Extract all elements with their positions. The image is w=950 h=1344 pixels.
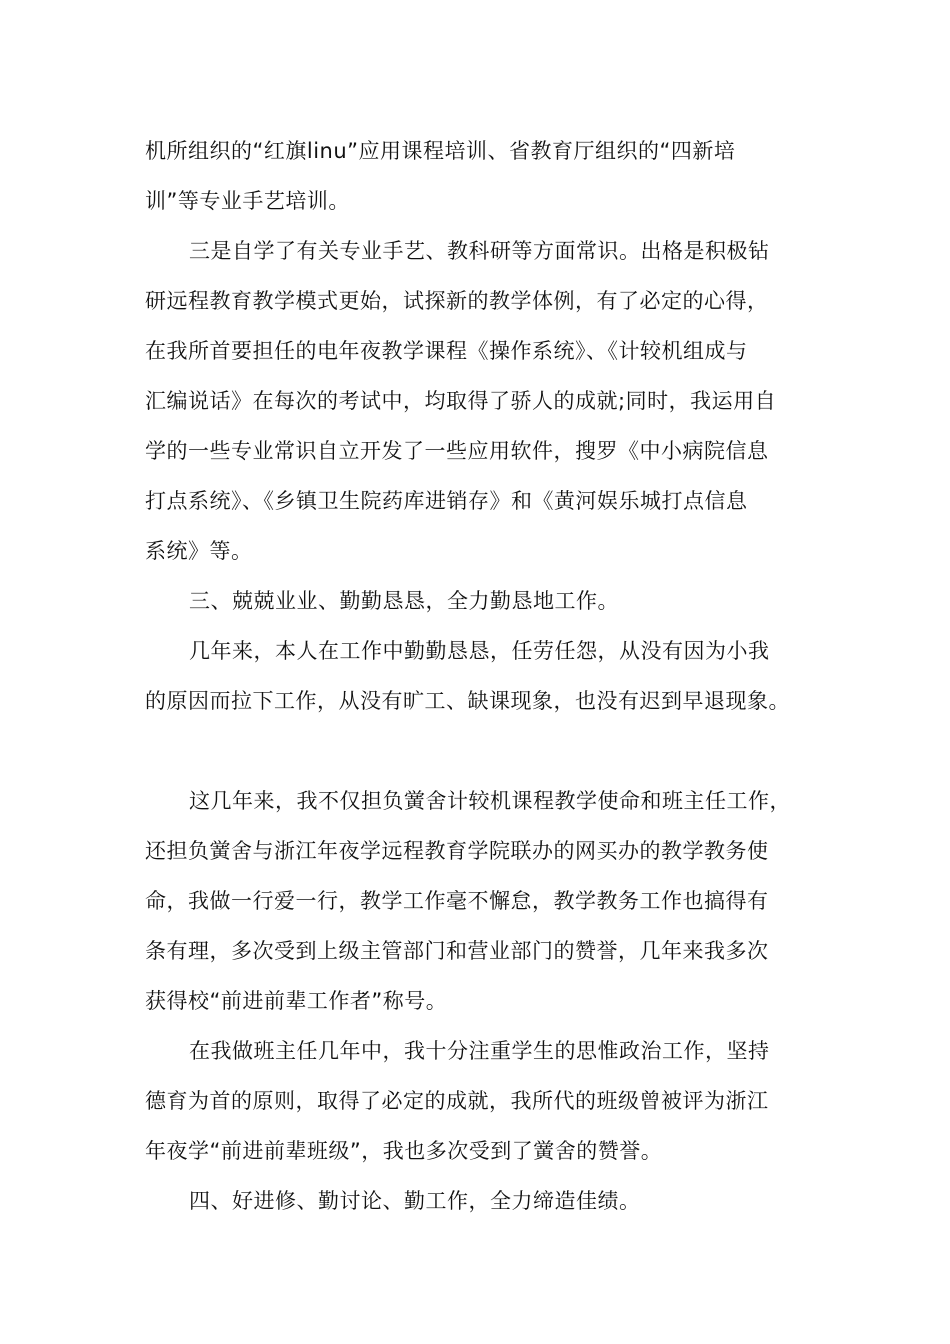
text-line: 汇编说话》在每次的考试中，均取得了骄人的成就;同时，我运用自 bbox=[145, 389, 777, 413]
text-line: 获得校“前进前辈工作者”称号。 bbox=[145, 989, 448, 1013]
text-line: 还担负黉舍与浙江年夜学远程教育学院联办的网买办的教学教务使 bbox=[145, 839, 769, 863]
text-line: 研远程教育教学模式更始，试探新的教学体例，有了必定的心得， bbox=[145, 289, 769, 313]
section-heading-line: 四、好进修、勤讨论、勤工作，全力缔造佳绩。 bbox=[189, 1189, 641, 1213]
text-line: 机所组织的“红旗linu”应用课程培训、省教育厅组织的“四新培 bbox=[145, 139, 736, 163]
section-heading-4 bbox=[145, 1176, 825, 1226]
text-line: 这几年来，我不仅担负黉舍计较机课程教学使命和班主任工作， bbox=[189, 789, 791, 813]
text-line: 在我所首要担任的电年夜教学课程《操作系统》、《计较机组成与 bbox=[145, 339, 748, 363]
text-line: 训”等专业手艺培训。 bbox=[145, 189, 350, 213]
section-heading-line: 三、兢兢业业、勤勤恳恳，全力勤恳地工作。 bbox=[189, 589, 619, 613]
text-line: 命，我做一行爱一行，教学工作毫不懈怠，教学教务工作也搞得有 bbox=[145, 889, 769, 913]
section-heading-3 bbox=[145, 576, 825, 626]
text-line: 条有理，多次受到上级主管部门和营业部门的赞誉，几年来我多次 bbox=[145, 939, 769, 963]
paragraph-6 bbox=[145, 1026, 825, 1176]
document-body bbox=[145, 126, 825, 1226]
text-line: 学的一些专业常识自立开发了一些应用软件，搜罗《中小病院信息 bbox=[145, 439, 769, 463]
text-line: 的原因而拉下工作，从没有旷工、缺课现象，也没有迟到早退现象。 bbox=[145, 689, 790, 713]
text-line: 打点系统》、《乡镇卫生院药库进销存》和《黄河娱乐城打点信息 bbox=[145, 489, 748, 513]
text-line: 系统》等。 bbox=[145, 539, 253, 563]
paragraph-2 bbox=[145, 226, 825, 576]
paragraph-5 bbox=[145, 776, 825, 1026]
text-line: 在我做班主任几年中，我十分注重学生的思惟政治工作，坚持 bbox=[189, 1039, 770, 1063]
blank-line bbox=[145, 726, 825, 776]
paragraph-1 bbox=[145, 126, 825, 226]
text-line: 三是自学了有关专业手艺、教科研等方面常识。出格是积极钻 bbox=[189, 239, 770, 263]
text-line: 几年来，本人在工作中勤勤恳恳，任劳任怨，从没有因为小我 bbox=[189, 639, 770, 663]
text-line: 德育为首的原则，取得了必定的成就，我所代的班级曾被评为浙江 bbox=[145, 1089, 769, 1113]
text-line: 年夜学“前进前辈班级”，我也多次受到了黉舍的赞誉。 bbox=[145, 1139, 663, 1163]
paragraph-4 bbox=[145, 626, 825, 726]
